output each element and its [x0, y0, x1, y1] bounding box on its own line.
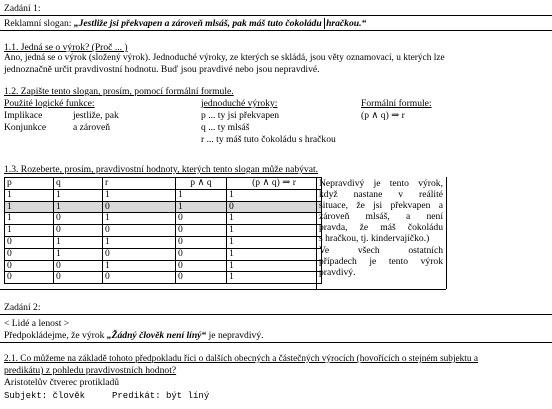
cell-q: 1 — [54, 189, 103, 201]
truth-table-header-row — [5, 178, 322, 190]
cell-r: 0 — [103, 248, 176, 260]
question-2-1-line1: 2.1. Co můžeme na základě tohoto předpokladu říci o dalších obecných a částečných výrocích (hovořících o stejném subjektu a — [4, 354, 478, 364]
cell-q: 1 — [54, 248, 103, 260]
section2-top-rule — [0, 314, 552, 315]
answer-1-1-line2: jednoznačně určit pravdivostní hodnotu. Buď jsou pravdivé nebo jsou nepravdivé. — [4, 64, 320, 75]
cell-r: 0 — [103, 201, 176, 213]
cell-p: 1 — [5, 213, 54, 225]
cell-implication: 0 — [227, 201, 322, 213]
note-box-right-border — [446, 177, 447, 289]
cell-implication: 1 — [227, 189, 322, 201]
cell-implication: 1 — [227, 213, 322, 225]
cell-q: 1 — [54, 201, 103, 213]
section1-bottom-rule — [0, 289, 316, 290]
cell-p-and-q: 0 — [176, 248, 227, 260]
premise-post: je nepravdivý. — [206, 330, 264, 341]
cell-p-and-q: 0 — [176, 236, 227, 248]
truth-table-note — [319, 178, 443, 278]
statement-r: r ... ty máš tuto čokoládu s hračkou — [201, 134, 336, 145]
cell-implication: 1 — [227, 260, 322, 272]
note-line: pravdivý. — [319, 266, 356, 278]
cell-p: 0 — [5, 236, 54, 248]
cell-implication: 1 — [227, 225, 322, 237]
cell-q: 1 — [54, 236, 103, 248]
note-line: když nastane v reálité — [319, 189, 443, 201]
formal-formula: (p ∧ q) ⇒ r — [361, 110, 405, 121]
table-row — [5, 260, 322, 272]
statement-p: p ... ty jsi překvapen — [201, 110, 280, 121]
function-implication-name: Implikace — [4, 110, 43, 121]
cell-p: 0 — [5, 272, 54, 284]
section1-top-rule — [0, 15, 552, 16]
cell-r: 1 — [103, 236, 176, 248]
note-line: s hračkou, tj. kindervajíčko.) — [319, 233, 430, 245]
cell-p: 0 — [5, 248, 54, 260]
slogan-line — [4, 18, 366, 29]
note-box-bottom-border — [316, 289, 446, 290]
premise-quote: „Žádný člověk není líný“ — [106, 330, 207, 341]
note-line: Ve všech ostatních — [319, 244, 443, 256]
note-line: Nepravdivý je tento výrok, — [319, 178, 443, 189]
cell-implication: 1 — [227, 248, 322, 260]
header-implication: (p ∧ q) ⇒ r — [227, 178, 322, 190]
answer-1-1-line1: Ano, jedná se o výrok (složený výrok). Jednoduché výroky, ze kterých se skládá, jsou věty oznamovací, u kterých lze — [4, 53, 445, 63]
cell-p-and-q: 0 — [176, 225, 227, 237]
slogan-main: „Jestliže jsi překvapen a zároveň mlsáš, pak máš tuto čokoládu — [73, 18, 325, 29]
question-1-2: 1.2. Zapište tento slogan, prosím, pomocí formální formule. — [4, 86, 234, 97]
subject-label: Subjekt: člověk — [4, 391, 86, 401]
slogan-rule — [0, 30, 552, 31]
cell-q: 0 — [54, 260, 103, 272]
question-2-1-line2: predikátu) z pohledu pravdivostních hodnot? — [4, 365, 177, 376]
cell-p: 1 — [5, 225, 54, 237]
note-line: situace, že jsi překvapen a — [319, 200, 443, 212]
cell-q: 0 — [54, 213, 103, 225]
cell-p-and-q: 0 — [176, 213, 227, 225]
formula-heading: Formální formule: — [361, 98, 432, 109]
cell-r: 1 — [103, 189, 176, 201]
premise-rule — [0, 342, 552, 343]
function-implication-word: jestliže, pak — [73, 110, 119, 121]
cell-r: 1 — [103, 260, 176, 272]
section2-tag: < Lidé a lenost > — [4, 318, 70, 329]
truth-table — [4, 177, 322, 284]
cell-p-and-q: 1 — [176, 189, 227, 201]
cell-r: 0 — [103, 272, 176, 284]
cell-q: 0 — [54, 225, 103, 237]
table-row — [5, 213, 322, 225]
functions-heading: Použité logické funkce: — [4, 98, 95, 109]
section2-title: Zadání 2: — [4, 302, 41, 313]
table-row — [5, 272, 322, 284]
function-conjunction-word: a zároveň — [73, 122, 111, 133]
premise-line — [4, 330, 264, 341]
aristotle-square: Aristotelův čtverec protikladů — [4, 377, 120, 388]
question-1-1: 1.1. Jedná se o výrok? (Proč ... ) — [4, 42, 128, 53]
section1-title: Zadání 1: — [4, 3, 41, 14]
cell-p: 1 — [5, 201, 54, 213]
table-row — [5, 225, 322, 237]
cell-p-and-q: 0 — [176, 272, 227, 284]
cell-p: 0 — [5, 260, 54, 272]
note-line: pravda, že máš čokoládu — [319, 222, 443, 234]
table-row — [5, 201, 322, 213]
cell-p: 1 — [5, 189, 54, 201]
header-p: p — [5, 178, 54, 190]
table-row — [5, 189, 322, 201]
cell-implication: 1 — [227, 236, 322, 248]
predicate-label: Predikát: být líný — [112, 391, 210, 401]
table-row — [5, 236, 322, 248]
note-line: případech je tento výrok — [319, 255, 443, 267]
cell-r: 0 — [103, 225, 176, 237]
cell-implication: 1 — [227, 272, 322, 284]
note-line: zároveň mlsáš, a není — [319, 211, 443, 223]
cell-p-and-q: 1 — [176, 201, 227, 213]
function-conjunction-name: Konjunkce — [4, 122, 47, 133]
simple-statements-heading: jednoduché výroky: — [201, 98, 278, 109]
cell-q: 0 — [54, 272, 103, 284]
cell-p-and-q: 0 — [176, 260, 227, 272]
header-p-and-q: p ∧ q — [176, 178, 227, 190]
premise-pre: Předpokládejme, že výrok — [4, 330, 107, 341]
header-q: q — [54, 178, 103, 190]
header-r: r — [103, 178, 176, 190]
question-1-3: 1.3. Rozeberte, prosím, pravdivostní hodnoty, kterých tento slogan může nabývat. — [4, 164, 319, 175]
statement-q: q ... ty mlsáš — [201, 122, 250, 133]
slogan-label: Reklamní slogan: — [4, 18, 74, 29]
cell-r: 1 — [103, 213, 176, 225]
note-box-left-border — [316, 177, 317, 289]
slogan-end: hračkou.“ — [326, 18, 367, 29]
table-row — [5, 248, 322, 260]
